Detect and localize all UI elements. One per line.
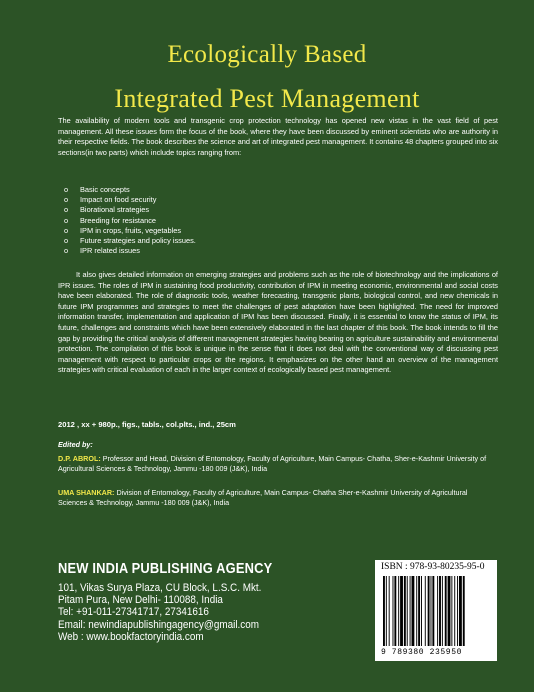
list-item (64, 226, 196, 236)
description-paragraph: It also gives detailed information on emerging strategies and problems such as the role of biotechnology and the implications of IPR issues. The roles of IPM in sustaining food productivity, contribution of IPM in meeting economic, environmental and social costs have been elaborated. The role of diagnostic tools, weather forecasting, transgenic plants, biological control, and new chemicals in future IPM programmes and strategies to meet the challenges of pest adaptation have been highlighted. The need for improved information transfer, implementation and application of IPM has been discussed. Finally, it is essential to know the status of IPM, its future, challenges and constraints which have been extensively elaborated in the last chapter of this book. The book intends to fill the gap by providing the critical analysis of different management strategies having bearing on agriculture sustainability and environmental protection. The compilation of this book is unique in the sense that it does not deal with the conventional way of discussing pest management with respect to particular crops or the regions. It emphasizes on the other hand an overview of the management strategies with critical evaluation of each in the larger context of ecologically based pest management. (58, 270, 498, 375)
barcode-digits: 9 789380 235950 (381, 648, 463, 657)
editor-name: D.P. ABROL: (58, 454, 101, 463)
address-line: Tel: +91-011-27341717, 27341616 (58, 606, 209, 619)
publisher-name: NEW INDIA PUBLISHING AGENCY (58, 560, 273, 577)
list-item (64, 185, 196, 195)
address-line: Pitam Pura, New Delhi- 110088, India (58, 594, 223, 607)
barcode-icon (381, 576, 491, 648)
topic-label: Future strategies and policy issues. (80, 236, 196, 246)
book-title-line-1: Ecologically Based (167, 41, 367, 68)
topic-label: Biorational strategies (80, 205, 150, 215)
address-line: Email: newindiapublishingagency@gmail.com (58, 618, 260, 631)
editor-affiliation: Professor and Head, Division of Entomology, Faculty of Agriculture, Main Campus- Chatha, Sher-e-Kashmir University of Agricultural Sciences & Technology, Jammu -180 009 (J&K), India (58, 454, 487, 474)
topics-list (64, 185, 196, 256)
address-line: Web : www.bookfactoryindia.com (58, 630, 204, 643)
isbn-text: ISBN : 978-93-80235-95-0 (381, 562, 485, 572)
isbn-barcode (375, 560, 497, 661)
list-item (64, 205, 196, 215)
bullet-marker: o (64, 215, 69, 225)
editor-entry (58, 454, 488, 475)
bullet-marker: o (64, 185, 69, 194)
topic-label: Basic concepts (80, 185, 130, 194)
book-specs: 2012 , xx + 980p., figs., tabls., col.plts., ind., 25cm (58, 420, 236, 429)
bullet-marker: o (64, 195, 69, 205)
list-item (64, 195, 196, 205)
topic-label: IPR related issues (80, 246, 140, 256)
editor-name: UMA SHANKAR: (58, 488, 115, 497)
bullet-marker: o (64, 246, 69, 256)
list-item (64, 236, 196, 246)
editor-entry (58, 488, 488, 509)
topic-label: IPM in crops, fruits, vegetables (80, 225, 182, 235)
list-item (64, 216, 196, 226)
list-item (64, 246, 196, 256)
bullet-marker: o (64, 225, 69, 235)
editor-affiliation: Division of Entomology, Faculty of Agriculture, Main Campus- Chatha Sher-e-Kashmir University of Agricultural Sciences & Technology, Jammu -180 009 (J&K), India (58, 488, 468, 508)
intro-paragraph: The availability of modern tools and transgenic crop protection technology has opened new vistas in the vast field of pest management. All these issues form the focus of the book, where they have been discussed by eminent scientists who are authority in their respective fields. The book describes the science and art of integrated pest management. It contains 48 chapters grouped into six sections(in two parts) which include topics ranging from: (58, 116, 498, 157)
edited-by-label: Edited by: (58, 440, 93, 449)
topic-label: Impact on food security (80, 195, 157, 205)
topic-label: Breeding for resistance (80, 215, 156, 225)
publisher-address (58, 582, 261, 643)
address-line: 101, Vikas Surya Plaza, CU Block, L.S.C. Mkt. (58, 582, 262, 594)
bullet-marker: o (64, 236, 69, 246)
bullet-marker: o (64, 205, 69, 215)
book-title-line-2: Integrated Pest Management (114, 84, 420, 113)
